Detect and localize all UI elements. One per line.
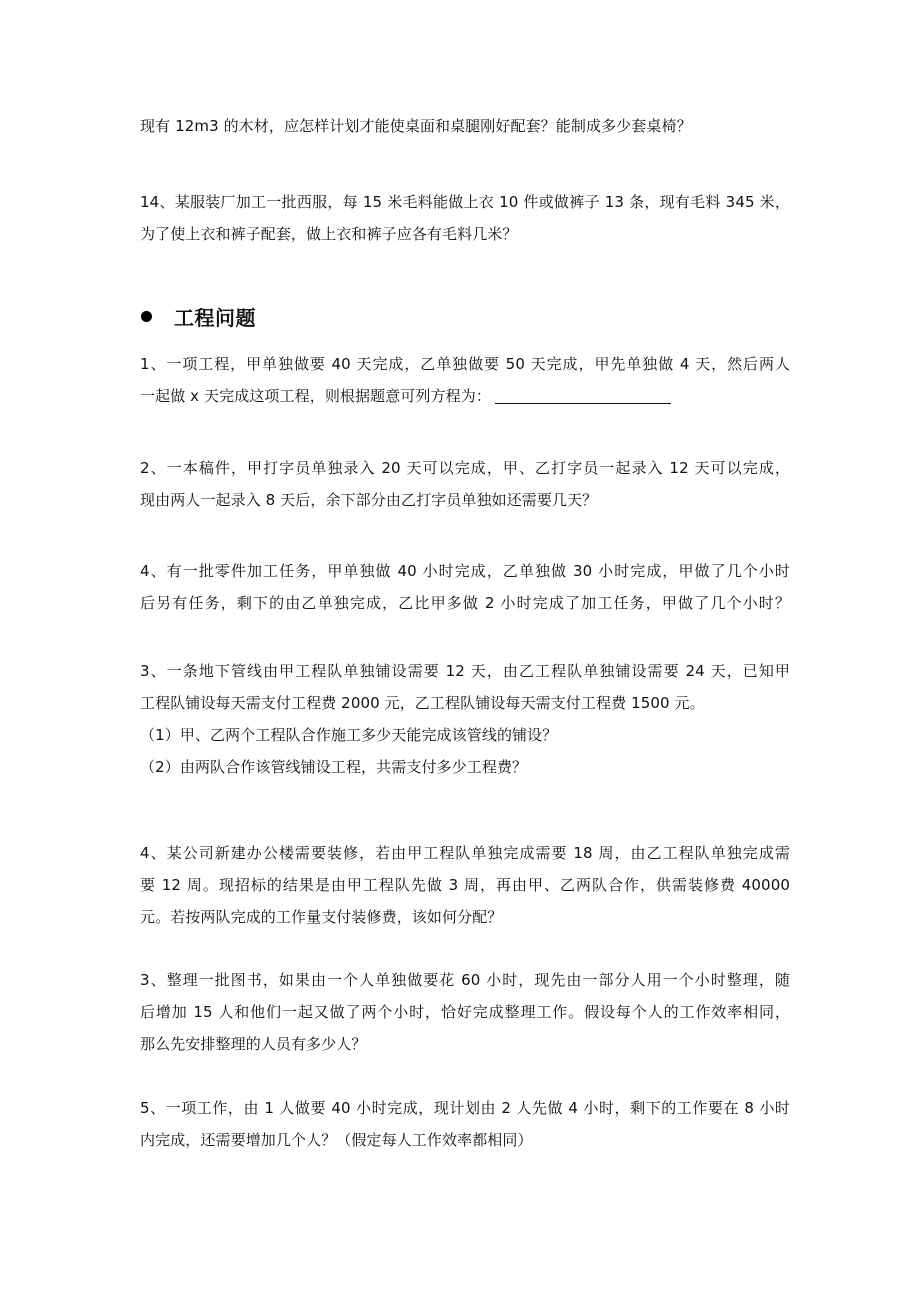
problem-4b-line-3: 元。若按两队完成的工作量支付装修费，该如何分配？	[140, 908, 503, 926]
problem-3a	[140, 655, 790, 783]
problem-2-line-1: 2、一本稿件，甲打字员单独录入 20 天可以完成，甲、乙打字员一起录入 12 天可以完成，	[140, 459, 790, 477]
problem-14	[140, 186, 790, 250]
problem-5-line-1: 5、一项工作，由 1 人做要 40 小时完成，现计划由 2 人先做 4 小时，剩下的工作要在 8 小时	[140, 1099, 790, 1117]
black-circle-bullet-icon	[141, 311, 152, 322]
problem-2-line-2: 现由两人一起录入 8 天后，余下部分由乙打字员单独如还需要几天？	[140, 491, 598, 509]
problem-1-line-1: 1、一项工程，甲单独做要 40 天完成，乙单独做要 50 天完成，甲先单独做 4 天，然后两人	[140, 355, 790, 373]
intro-paragraph	[140, 110, 790, 142]
intro-line: 现有 12m3 的木材，应怎样计划才能使桌面和桌腿刚好配套？能制成多少套桌椅？	[140, 117, 692, 135]
problem-3b-line-3: 那么先安排整理的人员有多少人？	[140, 1035, 367, 1053]
problem-3a-line-2: 工程队铺设每天需支付工程费 2000 元，乙工程队铺设每天需支付工程费 1500 元。	[140, 694, 705, 712]
problem-4b	[140, 837, 790, 933]
problem-4b-line-2: 要 12 周。现招标的结果是由甲工程队先做 3 周，再由甲、乙两队合作，供需装修费 40000	[140, 876, 790, 894]
problem-2	[140, 452, 790, 516]
problem-5	[140, 1092, 790, 1156]
problem-3b-line-2: 后增加 15 人和他们一起又做了两个小时，恰好完成整理工作。假设每个人的工作效率相同，	[140, 1003, 790, 1021]
section-title: 工程问题	[174, 305, 256, 330]
problem-3b	[140, 964, 790, 1060]
problem-1-line-2-wrap	[140, 380, 790, 412]
problem-3b-line-1: 3、整理一批图书，如果由一个人单独做要花 60 小时，现先由一部分人用一个小时整理，随	[140, 971, 790, 989]
problem-14-line-2: 为了使上衣和裤子配套，做上衣和裤子应各有毛料几米？	[140, 225, 518, 243]
problem-1-line-2: 一起做 x 天完成这项工程，则根据题意可列方程为：	[140, 387, 491, 405]
problem-4a-line-2: 后另有任务，剩下的由乙单独完成，乙比甲多做 2 小时完成了加工任务，甲做了几个小时？	[140, 594, 790, 612]
problem-5-line-2: 内完成，还需要增加几个人？（假定每人工作效率都相同）	[140, 1131, 533, 1149]
problem-4a	[140, 555, 790, 619]
problem-14-line-1: 14、某服装厂加工一批西服，每 15 米毛料能做上衣 10 件或做裤子 13 条，现有毛料 345 米，	[140, 193, 790, 211]
section-heading	[140, 300, 256, 332]
problem-3a-sub-2: （2）由两队合作该管线铺设工程，共需支付多少工程费？	[140, 758, 528, 776]
problem-3a-sub-1: （1）甲、乙两个工程队合作施工多少天能完成该管线的铺设？	[140, 726, 558, 744]
problem-4b-line-1: 4、某公司新建办公楼需要装修，若由甲工程队单独完成需要 18 周，由乙工程队单独完成需	[140, 844, 790, 862]
answer-blank[interactable]	[495, 402, 671, 404]
problem-4a-line-1: 4、有一批零件加工任务，甲单独做 40 小时完成，乙单独做 30 小时完成，甲做了几个小时	[140, 562, 790, 580]
problem-1	[140, 348, 790, 412]
problem-3a-line-1: 3、一条地下管线由甲工程队单独铺设需要 12 天，由乙工程队单独铺设需要 24 天，已知甲	[140, 662, 790, 680]
